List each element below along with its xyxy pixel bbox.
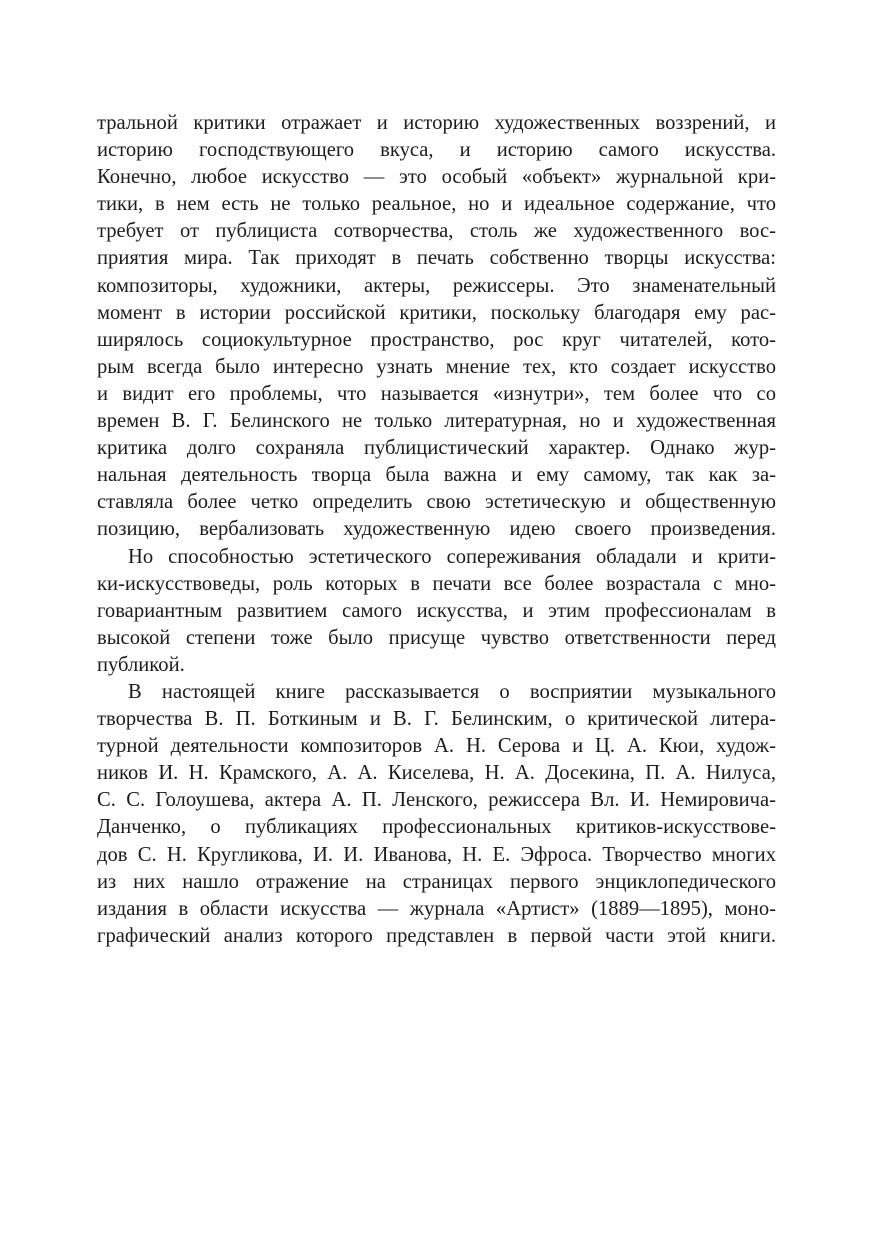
text-line: дов С. Н. Кругликова, И. И. Иванова, Н. Е. Эфроса. Творчество многих: [97, 843, 776, 866]
text-line: из них нашло отражение на страницах первого энциклопедического: [97, 870, 776, 893]
text-line: творчества В. П. Боткиным и В. Г. Белинским, о критической литера-: [97, 708, 776, 731]
paragraph-2: [97, 544, 776, 679]
text-line: композиторы, художники, актеры, режиссеры. Это знаменательный: [97, 274, 776, 297]
text-line: ки-искусствоведы, роль которых в печати все более возрастала с мно-: [97, 572, 776, 595]
text-line: и видит его проблемы, что называется «изнутри», тем более что со: [97, 382, 776, 405]
text-line: нальная деятельность творца была важна и ему самому, так как за-: [97, 464, 776, 487]
text-line: времен В. Г. Белинского не только литературная, но и художественная: [97, 410, 776, 433]
text-line: Данченко, о публикациях профессиональных критиков-искусствове-: [97, 816, 776, 839]
text-line: Но способностью эстетического сопереживания обладали и крити-: [128, 545, 776, 568]
text-line: критика долго сохраняла публицистический характер. Однако жур-: [97, 437, 776, 460]
text-line: требует от публициста сотворчества, столь же художественного вос-: [97, 220, 776, 243]
text-line: момент в истории российской критики, поскольку благодаря ему рас-: [97, 301, 776, 324]
text-line: ников И. Н. Крамского, А. А. Киселева, Н. А. Досекина, П. А. Нилуса,: [97, 762, 776, 785]
text-line: рым всегда было интересно узнать мнение тех, кто создает искусство: [97, 355, 776, 378]
text-line: высокой степени тоже было присуще чувство ответственности перед: [97, 626, 776, 649]
text-line: приятия мира. Так приходят в печать собственно творцы искусства:: [97, 247, 776, 270]
paragraph-3: [97, 679, 776, 950]
body-text: [97, 110, 776, 950]
text-line: историю господствующего вкуса, и историю самого искусства.: [97, 139, 776, 162]
text-line: тральной критики отражает и историю художественных воззрений, и: [97, 112, 776, 134]
text-line: ширялось социокультурное пространство, рос круг читателей, кото-: [97, 328, 776, 351]
text-line: графический анализ которого представлен в первой части этой книги.: [97, 924, 776, 947]
text-line: С. С. Голоушева, актера А. П. Ленского, режиссера Вл. И. Немировича-: [97, 789, 776, 812]
text-line: издания в области искусства — журнала «Артист» (1889—1895), моно-: [97, 897, 776, 920]
text-line: В настоящей книге рассказывается о восприятии музыкального: [128, 680, 776, 703]
text-line: публикой.: [97, 653, 185, 676]
text-line: турной деятельности композиторов А. Н. Серова и Ц. А. Кюи, худож-: [97, 735, 776, 758]
text-line: Конечно, любое искусство — это особый «объект» журнальной кри-: [97, 166, 776, 189]
paragraph-1: [97, 110, 776, 544]
text-line: ставляла более четко определить свою эстетическую и общественную: [97, 491, 776, 514]
text-line: тики, в нем есть не только реальное, но и идеальное содержание, что: [97, 193, 776, 216]
text-line: говариантным развитием самого искусства, и этим профессионалам в: [97, 599, 776, 622]
text-line: позицию, вербализовать художественную идею своего произведения.: [97, 518, 776, 541]
